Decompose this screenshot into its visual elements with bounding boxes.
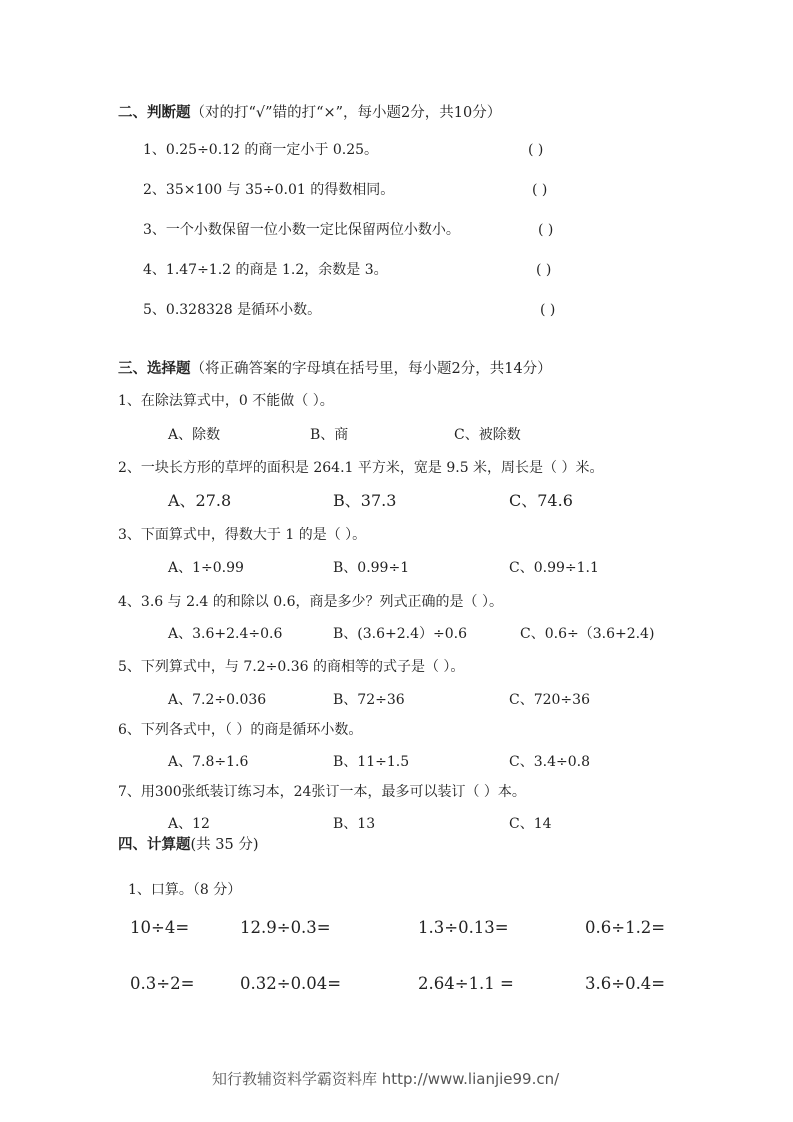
- choice-question-2: 2、一块长方形的草坪的面积是 264.1 平方米，宽是 9.5 米，周长是（ ）米。: [118, 460, 604, 476]
- calc-item: 0.6÷1.2=: [585, 918, 666, 937]
- option-c[interactable]: C、720÷36: [509, 692, 590, 708]
- calc-item: 1.3÷0.13=: [418, 918, 509, 937]
- option-a[interactable]: A、除数: [168, 427, 221, 443]
- judge-item-4: 4、1.47÷1.2 的商是 1.2，余数是 3。: [143, 262, 388, 278]
- judge-item-1: 1、0.25÷0.12 的商一定小于 0.25。: [143, 142, 379, 158]
- section-3-heading: [118, 362, 552, 377]
- choice-question-6: 6、下列各式中，（ ）的商是循环小数。: [118, 722, 363, 738]
- calc-item: 0.32÷0.04=: [240, 974, 342, 993]
- answer-blank-2[interactable]: ( ): [532, 182, 548, 198]
- choice-question-3: 3、下面算式中，得数大于 1 的是（ ）。: [118, 527, 367, 543]
- section-title: 判断题: [147, 105, 191, 121]
- choice-question-1: 1、在除法算式中，0 不能做（ ）。: [118, 393, 334, 409]
- option-b[interactable]: B、13: [333, 816, 376, 832]
- answer-blank-4[interactable]: ( ): [536, 262, 552, 278]
- answer-blank-5[interactable]: ( ): [540, 302, 556, 318]
- section-number: 四、: [118, 837, 147, 853]
- option-a[interactable]: A、27.8: [168, 491, 232, 510]
- section-4-heading: [118, 838, 258, 853]
- option-c[interactable]: C、3.4÷0.8: [509, 754, 590, 770]
- option-a[interactable]: A、7.8÷1.6: [168, 754, 249, 770]
- judge-item-3: 3、一个小数保留一位小数一定比保留两位小数小。: [143, 222, 460, 238]
- section-note: （将正确答案的字母填在括号里，每小题2分，共14分）: [190, 361, 552, 377]
- option-c[interactable]: C、0.99÷1.1: [509, 560, 599, 576]
- option-c[interactable]: C、被除数: [454, 427, 521, 443]
- option-b[interactable]: B、11÷1.5: [333, 754, 410, 770]
- option-a[interactable]: A、3.6+2.4÷0.6: [168, 626, 283, 642]
- calc-item: 2.64÷1.1 =: [418, 974, 514, 993]
- section-title: 选择题: [147, 361, 191, 377]
- footer-watermark: 知行教辅资料学霸资料库 http://www.lianjie99.cn/: [212, 1070, 560, 1088]
- option-a[interactable]: A、12: [168, 816, 210, 832]
- answer-blank-3[interactable]: ( ): [538, 222, 554, 238]
- option-b[interactable]: B、商: [310, 427, 349, 443]
- section-title: 计算题: [147, 837, 191, 853]
- option-c[interactable]: C、14: [509, 816, 552, 832]
- answer-blank-1[interactable]: ( ): [528, 142, 544, 158]
- section-number: 三、: [118, 361, 147, 377]
- oral-calc-subheading: 1、口算。（8 分）: [128, 882, 242, 898]
- section-note: (共 35 分): [190, 837, 259, 853]
- section-2-heading: [118, 106, 501, 121]
- calc-item: 10÷4=: [130, 918, 190, 937]
- option-a[interactable]: A、7.2÷0.036: [168, 692, 267, 708]
- option-a[interactable]: A、1÷0.99: [168, 560, 244, 576]
- section-number: 二、: [118, 105, 147, 121]
- judge-item-5: 5、0.328328 是循环小数。: [143, 302, 322, 318]
- calc-item: 12.9÷0.3=: [240, 918, 331, 937]
- option-b[interactable]: B、37.3: [333, 491, 397, 510]
- option-b[interactable]: B、(3.6+2.4）÷0.6: [333, 626, 468, 642]
- calc-item: 3.6÷0.4=: [585, 974, 666, 993]
- choice-question-4: 4、3.6 与 2.4 的和除以 0.6，商是多少？列式正确的是（ ）。: [118, 594, 503, 610]
- choice-question-5: 5、下列算式中，与 7.2÷0.36 的商相等的式子是（ ）。: [118, 659, 465, 675]
- option-c[interactable]: C、0.6÷（3.6+2.4): [520, 626, 655, 642]
- option-b[interactable]: B、0.99÷1: [333, 560, 410, 576]
- calc-item: 0.3÷2=: [130, 974, 195, 993]
- option-b[interactable]: B、72÷36: [333, 692, 405, 708]
- section-note: （对的打“√”错的打“×”，每小题2分，共10分）: [190, 105, 502, 121]
- judge-item-2: 2、35×100 与 35÷0.01 的得数相同。: [143, 182, 395, 198]
- choice-question-7: 7、用300张纸装订练习本，24张订一本，最多可以装订（ ）本。: [118, 784, 526, 800]
- option-c[interactable]: C、74.6: [509, 491, 573, 510]
